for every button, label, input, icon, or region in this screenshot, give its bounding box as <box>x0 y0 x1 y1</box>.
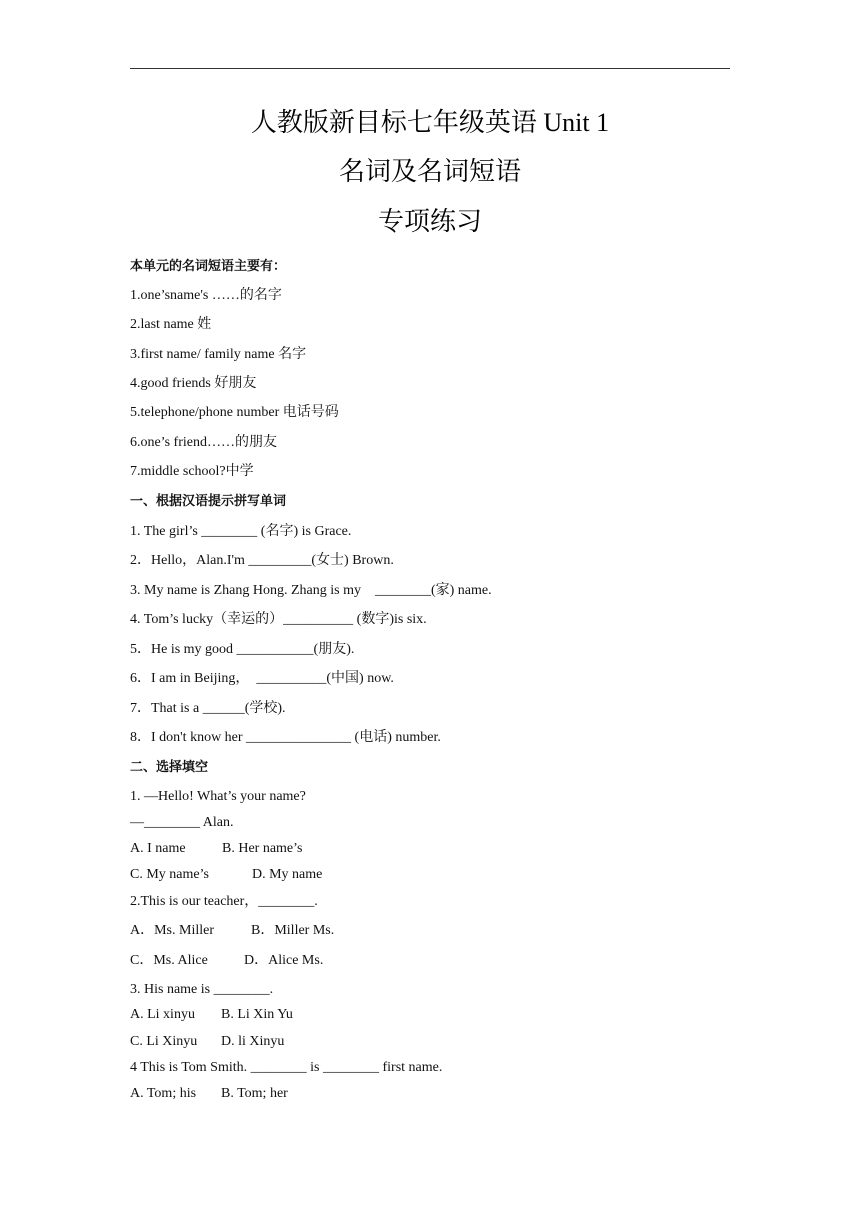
intro-item: 3.first name/ family name 名字 <box>130 347 307 362</box>
fill-question: 4. Tom’s lucky（幸运的）__________ (数字)is six. <box>130 612 427 627</box>
choice-question-stem: 3. His name is ________. <box>130 982 274 997</box>
section1-heading: 一、根据汉语提示拼写单词 <box>130 494 287 509</box>
choice-question-stem: 2.This is our teacher，________. <box>130 894 318 909</box>
intro-item: 1.one’sname's ……的名字 <box>130 288 282 303</box>
fill-question: 6．I am in Beijing， __________(中国) now. <box>130 671 394 686</box>
fill-question: 8．I don't know her _______________ (电话) number. <box>130 730 441 745</box>
intro-item: 4.good friends 好朋友 <box>130 376 257 391</box>
fill-question: 1. The girl’s ________ (名字) is Grace. <box>130 524 352 539</box>
fill-question: 2．Hello，Alan.I'm _________(女士) Brown. <box>130 553 394 568</box>
intro-item: 6.one’s friend……的朋友 <box>130 435 277 450</box>
fill-question: 7．That is a ______(学校). <box>130 701 286 716</box>
doc-subtitle-2: 专项练习 <box>377 207 482 236</box>
option-d: D. li Xinyu <box>221 1034 285 1049</box>
option-b: B. Her name’s <box>222 841 303 856</box>
option-b: B. Li Xin Yu <box>221 1007 293 1022</box>
option-b: B．Miller Ms. <box>251 923 335 938</box>
intro-item: 2.last name 姓 <box>130 317 212 332</box>
intro-heading: 本单元的名词短语主要有： <box>130 259 287 274</box>
option-c: C. Li Xinyu <box>130 1034 198 1049</box>
doc-title: 人教版新目标七年级英语 Unit 1 <box>250 108 610 137</box>
choice-question-stem: —________ Alan. <box>130 815 234 830</box>
option-c: C．Ms. Alice <box>130 953 208 968</box>
fill-question: 3. My name is Zhang Hong. Zhang is my ________(家) name. <box>130 583 492 598</box>
intro-item: 7.middle school?中学 <box>130 464 254 479</box>
option-a: A．Ms. Miller <box>130 923 214 938</box>
option-a: A. Tom; his <box>130 1086 197 1101</box>
section2-heading: 二、选择填空 <box>130 760 209 775</box>
option-a: A. Li xinyu <box>130 1007 195 1022</box>
option-a: A. I name <box>130 841 186 856</box>
fill-question: 5．He is my good ___________(朋友). <box>130 642 355 657</box>
header-rule <box>130 68 730 69</box>
choice-question-stem: 1. —Hello! What’s your name? <box>130 789 306 804</box>
intro-item: 5.telephone/phone number 电话号码 <box>130 405 339 420</box>
option-d: D．Alice Ms. <box>244 953 324 968</box>
doc-subtitle: 名词及名词短语 <box>338 157 521 186</box>
choice-question-stem: 4 This is Tom Smith. ________ is ________ first name. <box>130 1060 443 1075</box>
option-c: C. My name’s <box>130 867 209 882</box>
option-d: D. My name <box>252 867 323 882</box>
option-b: B. Tom; her <box>221 1086 288 1101</box>
